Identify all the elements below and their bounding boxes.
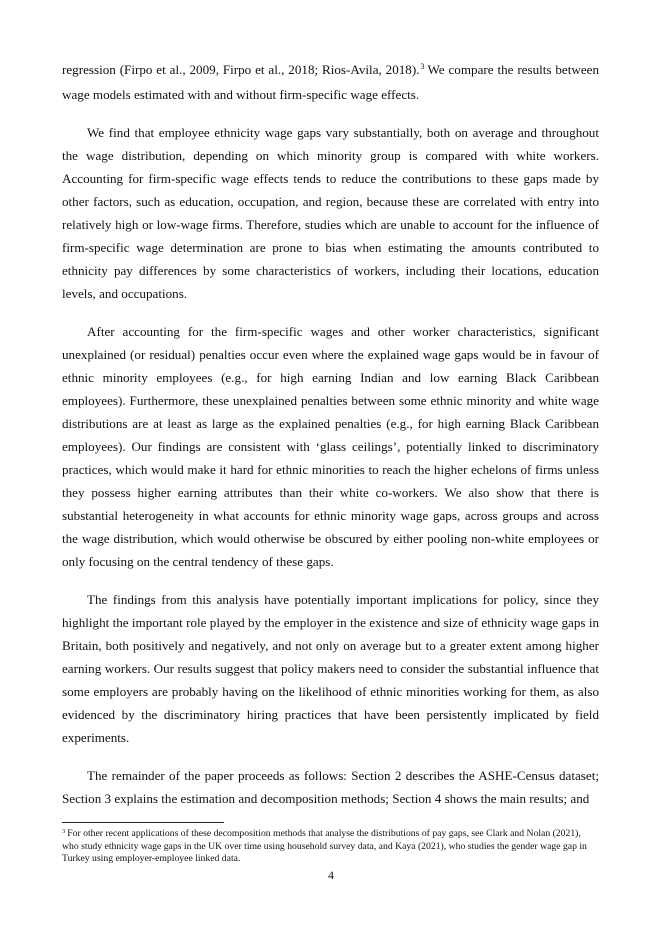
footnote-separator (62, 822, 224, 823)
footnote (62, 828, 599, 865)
footnote-reference[interactable]: 3 (420, 62, 425, 71)
paragraph-1-text-before: regression (Firpo et al., 2009, Firpo et al., 2018; Rios-Avila, 2018). (62, 62, 420, 77)
page-number: 4 (328, 868, 334, 882)
footnote-marker: 3 (62, 828, 66, 835)
paragraph-5: The remainder of the paper proceeds as follows: Section 2 describes the ASHE-Census dataset; Section 3 explains the estimation and decomposition methods; Section 4 shows the main results; and (62, 768, 599, 806)
footnote-text: For other recent applications of these decomposition methods that analyse the distributions of pay gaps, see Clark and Nolan (2021), who study ethnicity wage gaps in the UK over time using household survey data, and Kaya (2021), who studies the gender wage gap in Turkey using employer-employee linked data. (62, 828, 587, 864)
paragraph-1-text-after: We compare the results between wage models estimated with and without firm-specific wage effects. (62, 62, 600, 102)
paragraph-2: We find that employee ethnicity wage gaps vary substantially, both on average and throughout the wage distribution, depending on which minority group is compared with white workers. Accounting for firm-specific wage effects tends to reduce the contributions to these gaps made by other factors, such as education, occupation, and region, because these are correlated with entry into relatively high or low-wage firms. Therefore, studies which are unable to account for the influence of firm-specific wage determination are prone to bias when estimating the amounts contributed to ethnicity pay differences by some characteristics of workers, including their locations, education levels, and occupations. (62, 125, 599, 301)
paragraph-1 (62, 58, 599, 106)
paragraph-3: After accounting for the firm-specific wages and other worker characteristics, significant unexplained (or residual) penalties occur even where the explained wage gaps would be in favour of ethnic minority employees (e.g., for high earning Indian and low earning Black Caribbean employees). Furthermore, these unexplained penalties between some ethnic minority and white wage distributions are at least as large as the explained penalties (e.g., for high earning Black Caribbean employees). Our findings are consistent with ‘glass ceilings’, potentially linked to discriminatory practices, which would make it hard for ethnic minorities to reach the higher echelons of firms unless they possess higher earning attributes than their white co-workers. We also show that there is substantial heterogeneity in what accounts for ethnic minority wage gaps, across groups and across the wage distribution, which would otherwise be obscured by either pooling non-white employees or only focusing on the central tendency of these gaps. (62, 324, 599, 569)
paragraph-4: The findings from this analysis have potentially important implications for policy, since they highlight the important role played by the employer in the existence and size of ethnicity wage gaps in Britain, both positively and negatively, and not only on average but to a greater extent among higher earning workers. Our results suggest that policy makers need to consider the substantial influence that some employers are probably having on the likelihood of ethnic minorities working for them, as also evidenced by the discriminatory hiring practices that have been persistently implicated by field experiments. (62, 592, 599, 745)
page-body (62, 58, 599, 825)
